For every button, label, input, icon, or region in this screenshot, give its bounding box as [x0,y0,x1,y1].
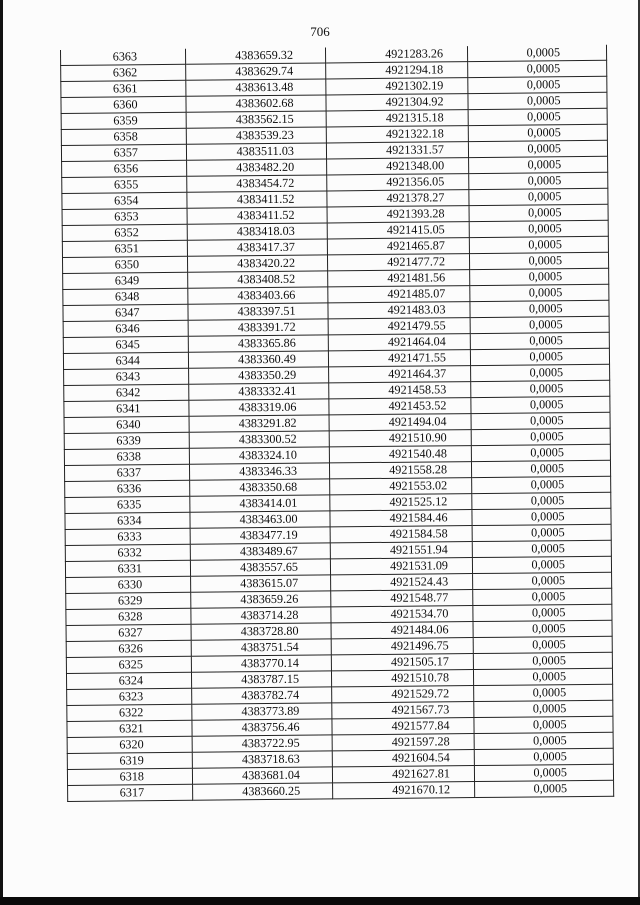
point-number-cell: 6344 [63,352,188,369]
value-cell: 0,0005 [471,380,610,397]
y-coordinate-cell: 4921378.27 [327,190,469,207]
value-cell: 0,0005 [472,508,611,525]
value-cell: 0,0005 [472,540,611,557]
value-cell: 0,0005 [474,684,613,701]
y-coordinate-cell: 4921529.72 [332,686,474,703]
x-coordinate-cell: 4383463.00 [190,511,330,528]
y-coordinate-cell: 4921483.03 [328,302,470,319]
point-number-cell: 6317 [68,784,193,801]
point-number-cell: 6361 [61,80,186,97]
value-cell: 0,0005 [470,332,609,349]
y-coordinate-cell: 4921584.58 [330,526,472,543]
value-cell: 0,0005 [474,716,613,733]
value-cell: 0,0005 [469,204,608,221]
x-coordinate-cell: 4383360.49 [188,351,328,368]
x-coordinate-cell: 4383324.10 [189,447,329,464]
y-coordinate-cell: 4921348.00 [327,158,469,175]
y-coordinate-cell: 4921331.57 [326,142,468,159]
y-coordinate-cell: 4921481.56 [328,270,470,287]
x-coordinate-cell: 4383319.06 [189,399,329,416]
y-coordinate-cell: 4921283.26 [325,46,467,63]
y-coordinate-cell: 4921505.17 [331,654,473,671]
point-number-cell: 6355 [62,176,187,193]
scan-bottom-edge [0,897,640,905]
x-coordinate-cell: 4383562.15 [186,111,326,128]
y-coordinate-cell: 4921464.37 [329,366,471,383]
point-number-cell: 6352 [62,224,187,241]
value-cell: 0,0005 [470,284,609,301]
value-cell: 0,0005 [472,524,611,541]
y-coordinate-cell: 4921597.28 [332,734,474,751]
x-coordinate-cell: 4383773.89 [192,703,332,720]
point-number-cell: 6326 [66,640,191,657]
x-coordinate-cell: 4383557.65 [190,559,330,576]
x-coordinate-cell: 4383722.95 [192,735,332,752]
point-number-cell: 6336 [65,480,190,497]
value-cell: 0,0005 [473,652,612,669]
value-cell: 0,0005 [474,748,613,765]
y-coordinate-cell: 4921465.87 [327,238,469,255]
point-number-cell: 6323 [67,688,192,705]
y-coordinate-cell: 4921393.28 [327,206,469,223]
point-number-cell: 6324 [66,672,191,689]
value-cell: 0,0005 [471,460,610,477]
x-coordinate-cell: 4383482.20 [187,159,327,176]
x-coordinate-cell: 4383417.37 [187,239,327,256]
y-coordinate-cell: 4921464.04 [328,334,470,351]
y-coordinate-cell: 4921510.78 [331,670,473,687]
value-cell: 0,0005 [474,700,613,717]
point-number-cell: 6322 [67,704,192,721]
point-number-cell: 6349 [63,272,188,289]
value-cell: 0,0005 [467,45,606,62]
value-cell: 0,0005 [471,396,610,413]
value-cell: 0,0005 [471,364,610,381]
point-number-cell: 6362 [61,64,186,81]
y-coordinate-cell: 4921548.77 [331,590,473,607]
value-cell: 0,0005 [469,236,608,253]
y-coordinate-cell: 4921485.07 [328,286,470,303]
x-coordinate-cell: 4383477.19 [190,527,330,544]
value-cell: 0,0005 [470,268,609,285]
value-cell: 0,0005 [469,156,608,173]
x-coordinate-cell: 4383728.80 [191,623,331,640]
y-coordinate-cell: 4921510.90 [329,430,471,447]
point-number-cell: 6337 [64,464,189,481]
point-number-cell: 6360 [61,96,186,113]
x-coordinate-cell: 4383418.03 [187,223,327,240]
x-coordinate-cell: 4383511.03 [186,143,326,160]
x-coordinate-cell: 4383300.52 [189,431,329,448]
value-cell: 0,0005 [471,428,610,445]
x-coordinate-cell: 4383391.72 [188,319,328,336]
y-coordinate-cell: 4921584.46 [330,510,472,527]
point-number-cell: 6327 [66,624,191,641]
y-coordinate-cell: 4921322.18 [326,126,468,143]
value-cell: 0,0005 [472,556,611,573]
x-coordinate-cell: 4383539.23 [186,127,326,144]
point-number-cell: 6345 [63,336,188,353]
point-number-cell: 6333 [65,528,190,545]
y-coordinate-cell: 4921415.05 [327,222,469,239]
y-coordinate-cell: 4921604.54 [332,750,474,767]
value-cell: 0,0005 [470,316,609,333]
value-cell: 0,0005 [472,476,611,493]
value-cell: 0,0005 [473,572,612,589]
value-cell: 0,0005 [469,188,608,205]
value-cell: 0,0005 [471,412,610,429]
value-cell: 0,0005 [468,108,607,125]
value-cell: 0,0005 [468,140,607,157]
y-coordinate-cell: 4921302.19 [326,78,468,95]
x-coordinate-cell: 4383659.26 [191,591,331,608]
x-coordinate-cell: 4383660.25 [193,783,333,800]
y-coordinate-cell: 4921540.48 [329,446,471,463]
value-cell: 0,0005 [469,252,608,269]
y-coordinate-cell: 4921553.02 [330,478,472,495]
y-coordinate-cell: 4921496.75 [331,638,473,655]
y-coordinate-cell: 4921315.18 [326,110,468,127]
value-cell: 0,0005 [473,604,612,621]
point-number-cell: 6319 [67,752,192,769]
x-coordinate-cell: 4383414.01 [190,495,330,512]
x-coordinate-cell: 4383332.41 [189,383,329,400]
x-coordinate-cell: 4383756.46 [192,719,332,736]
point-number-cell: 6363 [60,49,185,66]
y-coordinate-cell: 4921356.05 [327,174,469,191]
point-number-cell: 6347 [63,304,188,321]
x-coordinate-cell: 4383411.52 [187,207,327,224]
point-number-cell: 6342 [64,384,189,401]
point-number-cell: 6354 [62,192,187,209]
point-number-cell: 6358 [61,128,186,145]
y-coordinate-cell: 4921567.73 [332,702,474,719]
x-coordinate-cell: 4383615.07 [191,575,331,592]
value-cell: 0,0005 [473,668,612,685]
value-cell: 0,0005 [469,220,608,237]
y-coordinate-cell: 4921294.18 [326,62,468,79]
y-coordinate-cell: 4921531.09 [330,558,472,575]
table-body [60,45,613,802]
x-coordinate-cell: 4383350.29 [189,367,329,384]
point-number-cell: 6335 [65,496,190,513]
y-coordinate-cell: 4921534.70 [331,606,473,623]
y-coordinate-cell: 4921494.04 [329,414,471,431]
value-cell: 0,0005 [468,76,607,93]
value-cell: 0,0005 [474,764,613,781]
value-cell: 0,0005 [468,124,607,141]
point-number-cell: 6346 [63,320,188,337]
y-coordinate-cell: 4921471.55 [328,350,470,367]
y-coordinate-cell: 4921477.72 [327,254,469,271]
y-coordinate-cell: 4921577.84 [332,718,474,735]
x-coordinate-cell: 4383346.33 [189,463,329,480]
y-coordinate-cell: 4921627.81 [332,766,474,783]
point-number-cell: 6330 [66,576,191,593]
point-number-cell: 6348 [63,288,188,305]
page-number: 706 [310,24,330,39]
point-number-cell: 6359 [61,112,186,129]
point-number-cell: 6351 [62,240,187,257]
value-cell: 0,0005 [475,780,614,797]
value-cell: 0,0005 [468,92,607,109]
value-cell: 0,0005 [473,620,612,637]
point-number-cell: 6340 [64,416,189,433]
point-number-cell: 6339 [64,432,189,449]
y-coordinate-cell: 4921458.53 [329,382,471,399]
x-coordinate-cell: 4383454.72 [187,175,327,192]
x-coordinate-cell: 4383489.67 [190,543,330,560]
point-number-cell: 6343 [64,368,189,385]
value-cell: 0,0005 [468,60,607,77]
y-coordinate-cell: 4921525.12 [330,494,472,511]
point-number-cell: 6325 [66,656,191,673]
x-coordinate-cell: 4383751.54 [191,639,331,656]
x-coordinate-cell: 4383602.68 [186,95,326,112]
y-coordinate-cell: 4921453.52 [329,398,471,415]
point-number-cell: 6331 [65,560,190,577]
x-coordinate-cell: 4383411.52 [187,191,327,208]
point-number-cell: 6320 [67,736,192,753]
y-coordinate-cell: 4921551.94 [330,542,472,559]
x-coordinate-cell: 4383613.48 [186,79,326,96]
point-number-cell: 6318 [67,768,192,785]
point-number-cell: 6338 [64,448,189,465]
value-cell: 0,0005 [473,588,612,605]
x-coordinate-cell: 4383365.86 [188,335,328,352]
x-coordinate-cell: 4383397.51 [188,303,328,320]
value-cell: 0,0005 [472,492,611,509]
value-cell: 0,0005 [474,732,613,749]
scan-left-edge [0,0,3,905]
x-coordinate-cell: 4383681.04 [192,767,332,784]
x-coordinate-cell: 4383408.52 [188,271,328,288]
x-coordinate-cell: 4383291.82 [189,415,329,432]
y-coordinate-cell: 4921479.55 [328,318,470,335]
y-coordinate-cell: 4921670.12 [333,782,475,799]
point-number-cell: 6357 [61,144,186,161]
coordinates-table [60,45,613,802]
y-coordinate-cell: 4921558.28 [329,462,471,479]
x-coordinate-cell: 4383629.74 [186,63,326,80]
point-number-cell: 6353 [62,208,187,225]
value-cell: 0,0005 [470,348,609,365]
x-coordinate-cell: 4383350.68 [190,479,330,496]
value-cell: 0,0005 [470,300,609,317]
x-coordinate-cell: 4383782.74 [192,687,332,704]
x-coordinate-cell: 4383714.28 [191,607,331,624]
x-coordinate-cell: 4383770.14 [191,655,331,672]
point-number-cell: 6328 [66,608,191,625]
point-number-cell: 6356 [62,160,187,177]
y-coordinate-cell: 4921524.43 [331,574,473,591]
point-number-cell: 6350 [62,256,187,273]
x-coordinate-cell: 4383718.63 [192,751,332,768]
x-coordinate-cell: 4383420.22 [187,255,327,272]
x-coordinate-cell: 4383659.32 [185,47,325,64]
value-cell: 0,0005 [471,444,610,461]
value-cell: 0,0005 [473,636,612,653]
point-number-cell: 6332 [65,544,190,561]
point-number-cell: 6321 [67,720,192,737]
y-coordinate-cell: 4921484.06 [331,622,473,639]
point-number-cell: 6329 [66,592,191,609]
x-coordinate-cell: 4383403.66 [188,287,328,304]
point-number-cell: 6341 [64,400,189,417]
value-cell: 0,0005 [469,172,608,189]
point-number-cell: 6334 [65,512,190,529]
y-coordinate-cell: 4921304.92 [326,94,468,111]
x-coordinate-cell: 4383787.15 [191,671,331,688]
